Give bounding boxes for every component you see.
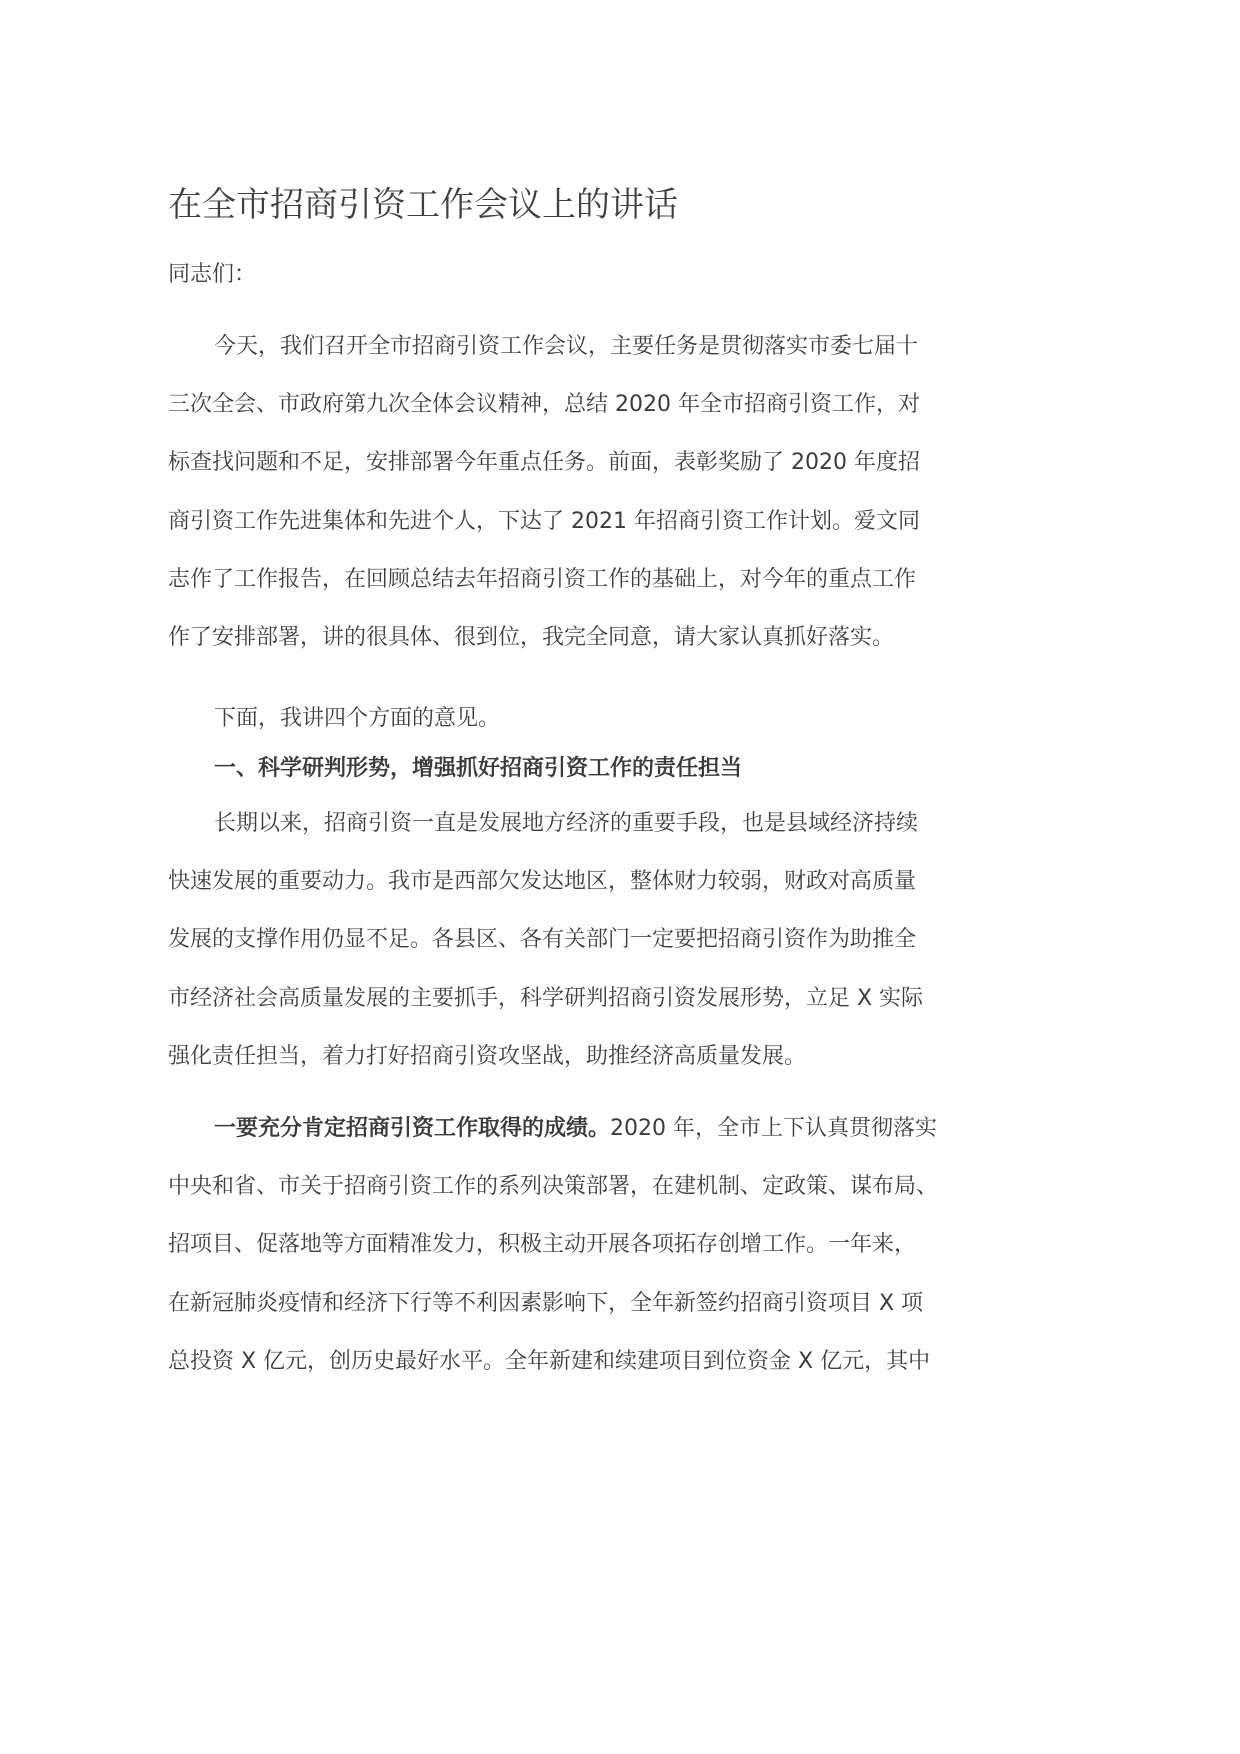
paragraph-line: 志作了工作报告，在回顾总结去年招商引资工作的基础上，对今年的重点工作 [168,566,917,592]
paragraph-line: 长期以来，招商引资一直是发展地方经济的重要手段，也是县域经济持续 [214,811,919,836]
paragraph-line: 市经济社会高质量发展的主要抓手，科学研判招商引资发展形势，立足 X 实际 [168,985,924,1011]
paragraph-line: 商引资工作先进集体和先进个人，下达了 2021 年招商引资工作计划。爱文同 [168,508,920,534]
paragraph-line: 三次全会、市政府第九次全体会议精神，总结 2020 年全市招商引资工作，对 [168,392,920,418]
paragraph-lead-bold: 一要充分肯定招商引资工作取得的成绩。 [214,1116,611,1141]
salutation: 同志们： [168,262,257,287]
intro-paragraph [168,318,948,667]
paragraph-first-line [168,1100,948,1158]
paragraph-line: 总投资 X 亿元，创历史最好水平。全年新建和续建项目到位资金 X 亿元，其中 [168,1348,931,1374]
paragraph-line: 标查找问题和不足，安排部署今年重点任务。前面，表彰奖励了 2020 年度招 [168,450,920,476]
paragraph-line: 下面，我讲四个方面的意见。 [214,706,501,731]
paragraph-line: 招项目、促落地等方面精准发力，积极主动开展各项拓存创增工作。一年来， [168,1232,917,1258]
paragraph-line: 中央和省、市关于招商引资工作的系列决策部署，在建机制、定政策、谋布局、 [168,1174,939,1200]
achievements-paragraph [168,1100,948,1391]
paragraph-line: 强化责任担当，着力打好招商引资攻坚战，助推经济高质量发展。 [168,1043,807,1069]
document-title: 在全市招商引资工作会议上的讲话 [168,185,678,225]
section-heading-1: 一、科学研判形势，增强抓好招商引资工作的责任担当 [214,756,743,781]
paragraph-line: 快速发展的重要动力。我市是西部欠发达地区，整体财力较弱，财政对高质量 [168,869,917,895]
transition-paragraph [168,690,948,748]
paragraph-line-rest: 2020 年，全市上下认真贯彻落实 [610,1116,937,1141]
paragraph-line: 作了安排部署，讲的很具体、很到位，我完全同意，请大家认真抓好落实。 [168,624,895,650]
paragraph-line: 发展的支撑作用仍显不足。各县区、各有关部门一定要把招商引资作为助推全 [168,927,917,953]
paragraph-line: 在新冠肺炎疫情和经济下行等不利因素影响下，全年新签约招商引资项目 X 项 [168,1290,924,1316]
paragraph-line: 今天，我们召开全市招商引资工作会议，主要任务是贯彻落实市委七届十 [214,334,919,359]
section-paragraph [168,795,948,1086]
